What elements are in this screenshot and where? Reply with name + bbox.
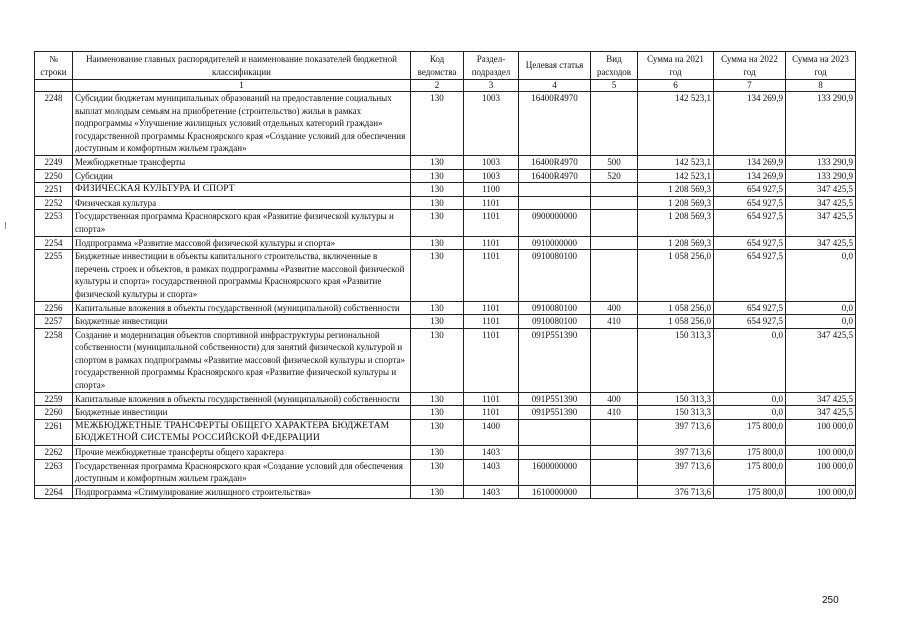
row-sum-2023-cell: 347 425,5 xyxy=(786,210,856,236)
header-sum-2021: Сумма на 2021 год xyxy=(638,52,714,80)
row-dept-cell: 130 xyxy=(411,406,464,420)
row-sum-2022-cell: 654 927,5 xyxy=(714,183,786,197)
row-sum-2023-cell: 100 000,0 xyxy=(786,446,856,460)
column-number-cell: 7 xyxy=(714,80,786,92)
row-sum-2023-cell: 347 425,5 xyxy=(786,392,856,406)
row-sum-2023-cell: 347 425,5 xyxy=(786,183,856,197)
row-dept-cell: 130 xyxy=(411,315,464,329)
row-number-cell: 2260 xyxy=(35,406,73,420)
row-section-cell: 1101 xyxy=(464,210,519,236)
row-number-cell: 2257 xyxy=(35,315,73,329)
row-kind-cell xyxy=(591,183,638,197)
row-number-cell: 2264 xyxy=(35,485,73,499)
table-row xyxy=(35,419,856,445)
row-kind-cell: 410 xyxy=(591,315,638,329)
row-name-cell: Прочие межбюджетные трансферты общего характера xyxy=(73,446,411,460)
row-section-cell: 1403 xyxy=(464,459,519,485)
row-sum-2021-cell: 1 058 256,0 xyxy=(638,250,714,301)
row-section-cell: 1101 xyxy=(464,392,519,406)
row-number-cell: 2254 xyxy=(35,236,73,250)
row-sum-2022-cell: 175 800,0 xyxy=(714,459,786,485)
row-number-cell: 2252 xyxy=(35,196,73,210)
row-sum-2022-cell: 175 800,0 xyxy=(714,419,786,445)
column-number-cell: 8 xyxy=(786,80,856,92)
margin-mark xyxy=(5,222,6,229)
row-target-cell: 16400R4970 xyxy=(519,92,591,156)
row-sum-2022-cell: 175 800,0 xyxy=(714,485,786,499)
row-target-cell: 16400R4970 xyxy=(519,169,591,183)
row-section-cell: 1101 xyxy=(464,301,519,315)
table-row xyxy=(35,406,856,420)
row-kind-cell xyxy=(591,485,638,499)
row-kind-cell xyxy=(591,446,638,460)
row-target-cell xyxy=(519,446,591,460)
column-number-cell: 2 xyxy=(411,80,464,92)
header-section: Раздел-подраздел xyxy=(464,52,519,80)
row-sum-2022-cell: 654 927,5 xyxy=(714,315,786,329)
row-number-cell: 2253 xyxy=(35,210,73,236)
row-sum-2021-cell: 142 523,1 xyxy=(638,169,714,183)
row-sum-2021-cell: 142 523,1 xyxy=(638,92,714,156)
row-name-cell: Капитальные вложения в объекты государственной (муниципальной) собственности xyxy=(73,392,411,406)
column-number-row xyxy=(35,80,856,92)
row-target-cell: 1610000000 xyxy=(519,485,591,499)
row-sum-2023-cell: 0,0 xyxy=(786,315,856,329)
row-target-cell xyxy=(519,196,591,210)
row-target-cell: 0910080100 xyxy=(519,315,591,329)
row-kind-cell xyxy=(591,210,638,236)
row-name-cell: Подпрограмма «Развитие массовой физической культуры и спорта» xyxy=(73,236,411,250)
row-section-cell: 1003 xyxy=(464,92,519,156)
row-number-cell: 2263 xyxy=(35,459,73,485)
row-number-cell: 2256 xyxy=(35,301,73,315)
column-number-cell: 5 xyxy=(591,80,638,92)
row-sum-2022-cell: 0,0 xyxy=(714,392,786,406)
table-row xyxy=(35,250,856,301)
row-sum-2021-cell: 1 058 256,0 xyxy=(638,301,714,315)
row-section-cell: 1403 xyxy=(464,485,519,499)
row-target-cell: 16400R4970 xyxy=(519,155,591,169)
table-body xyxy=(35,92,856,499)
table-row xyxy=(35,301,856,315)
row-kind-cell: 400 xyxy=(591,301,638,315)
table-row xyxy=(35,210,856,236)
table-row xyxy=(35,92,856,156)
row-sum-2022-cell: 0,0 xyxy=(714,328,786,392)
row-number-cell: 2248 xyxy=(35,92,73,156)
budget-table xyxy=(34,51,856,499)
row-section-cell: 1101 xyxy=(464,196,519,210)
row-sum-2022-cell: 175 800,0 xyxy=(714,446,786,460)
row-name-cell: МЕЖБЮДЖЕТНЫЕ ТРАНСФЕРТЫ ОБЩЕГО ХАРАКТЕРА БЮДЖЕТАМ БЮДЖЕТНОЙ СИСТЕМЫ РОССИЙСКОЙ ФЕДЕРАЦИИ xyxy=(73,419,411,445)
table-row xyxy=(35,328,856,392)
row-kind-cell xyxy=(591,92,638,156)
row-dept-cell: 130 xyxy=(411,183,464,197)
row-sum-2023-cell: 133 290,9 xyxy=(786,155,856,169)
row-dept-cell: 130 xyxy=(411,328,464,392)
row-dept-cell: 130 xyxy=(411,236,464,250)
row-sum-2022-cell: 654 927,5 xyxy=(714,236,786,250)
row-sum-2023-cell: 347 425,5 xyxy=(786,196,856,210)
table-header xyxy=(35,52,856,92)
row-kind-cell: 410 xyxy=(591,406,638,420)
row-sum-2021-cell: 150 313,3 xyxy=(638,392,714,406)
row-dept-cell: 130 xyxy=(411,485,464,499)
row-sum-2021-cell: 1 208 569,3 xyxy=(638,210,714,236)
column-number-cell: 4 xyxy=(519,80,591,92)
row-sum-2021-cell: 397 713,6 xyxy=(638,459,714,485)
row-number-cell: 2249 xyxy=(35,155,73,169)
row-dept-cell: 130 xyxy=(411,419,464,445)
row-name-cell: Создание и модернизация объектов спортивной инфраструктуры региональной собственности (муниципальной собственности) для занятий физической культурой и спортом в рамках подпрограммы «Развитие массовой физической культуры и спорта» государственной программы Красноярского края «Развитие физической культуры и спорта» xyxy=(73,328,411,392)
row-sum-2022-cell: 134 269,9 xyxy=(714,92,786,156)
row-target-cell: 0910080100 xyxy=(519,301,591,315)
column-number-cell: 3 xyxy=(464,80,519,92)
table-row xyxy=(35,315,856,329)
row-kind-cell: 520 xyxy=(591,169,638,183)
row-number-cell: 2262 xyxy=(35,446,73,460)
row-number-cell: 2258 xyxy=(35,328,73,392)
row-name-cell: Субсидии бюджетам муниципальных образований на предоставление социальных выплат молодым семьям на приобретение (строительство) жилья в рамках подпрограммы «Улучшение жилищных условий отдельных категорий граждан» государственной программы Красноярского края «Создание условий для обеспечения доступным и комфортным жильем граждан» xyxy=(73,92,411,156)
header-sum-2022: Сумма на 2022 год xyxy=(714,52,786,80)
column-number-cell: 6 xyxy=(638,80,714,92)
row-section-cell: 1101 xyxy=(464,406,519,420)
row-target-cell: 091P551390 xyxy=(519,406,591,420)
row-section-cell: 1100 xyxy=(464,183,519,197)
row-sum-2023-cell: 347 425,5 xyxy=(786,328,856,392)
header-dept: Код ведомства xyxy=(411,52,464,80)
row-dept-cell: 130 xyxy=(411,155,464,169)
row-sum-2023-cell: 347 425,5 xyxy=(786,236,856,250)
row-name-cell: Субсидии xyxy=(73,169,411,183)
table-row xyxy=(35,392,856,406)
row-section-cell: 1400 xyxy=(464,419,519,445)
row-kind-cell xyxy=(591,459,638,485)
row-kind-cell xyxy=(591,250,638,301)
row-number-cell: 2250 xyxy=(35,169,73,183)
row-sum-2022-cell: 134 269,9 xyxy=(714,169,786,183)
row-name-cell: Физическая культура xyxy=(73,196,411,210)
row-section-cell: 1003 xyxy=(464,155,519,169)
row-kind-cell xyxy=(591,196,638,210)
row-name-cell: Межбюджетные трансферты xyxy=(73,155,411,169)
row-target-cell: 091P551390 xyxy=(519,392,591,406)
row-dept-cell: 130 xyxy=(411,301,464,315)
row-sum-2021-cell: 150 313,3 xyxy=(638,328,714,392)
table-row xyxy=(35,459,856,485)
header-target: Целевая статья xyxy=(519,52,591,80)
row-kind-cell: 500 xyxy=(591,155,638,169)
row-target-cell: 0910080100 xyxy=(519,250,591,301)
row-section-cell: 1003 xyxy=(464,169,519,183)
row-target-cell xyxy=(519,183,591,197)
row-sum-2023-cell: 347 425,5 xyxy=(786,406,856,420)
row-sum-2021-cell: 397 713,6 xyxy=(638,419,714,445)
row-sum-2021-cell: 1 208 569,3 xyxy=(638,236,714,250)
row-number-cell: 2255 xyxy=(35,250,73,301)
row-sum-2022-cell: 654 927,5 xyxy=(714,210,786,236)
row-name-cell: Подпрограмма «Стимулирование жилищного строительства» xyxy=(73,485,411,499)
row-target-cell: 1600000000 xyxy=(519,459,591,485)
table-row xyxy=(35,485,856,499)
row-sum-2022-cell: 134 269,9 xyxy=(714,155,786,169)
header-kind: Вид расходов xyxy=(591,52,638,80)
page-number: 250 xyxy=(822,595,839,606)
row-kind-cell xyxy=(591,419,638,445)
row-name-cell: Капитальные вложения в объекты государственной (муниципальной) собственности xyxy=(73,301,411,315)
header-sum-2023: Сумма на 2023 год xyxy=(786,52,856,80)
row-dept-cell: 130 xyxy=(411,169,464,183)
header-name: Наименование главных распорядителей и наименование показателей бюджетной классификации xyxy=(73,52,411,80)
row-sum-2021-cell: 376 713,6 xyxy=(638,485,714,499)
row-sum-2022-cell: 654 927,5 xyxy=(714,250,786,301)
row-sum-2023-cell: 100 000,0 xyxy=(786,459,856,485)
row-sum-2021-cell: 150 313,3 xyxy=(638,406,714,420)
row-kind-cell xyxy=(591,236,638,250)
row-dept-cell: 130 xyxy=(411,92,464,156)
row-sum-2022-cell: 654 927,5 xyxy=(714,196,786,210)
row-dept-cell: 130 xyxy=(411,210,464,236)
row-kind-cell: 400 xyxy=(591,392,638,406)
row-sum-2021-cell: 1 208 569,3 xyxy=(638,183,714,197)
row-kind-cell xyxy=(591,328,638,392)
row-name-cell: Бюджетные инвестиции в объекты капитального строительства, включенные в перечень строек и объектов, в рамках подпрограммы «Развитие массовой физической культуры и спорта» государственной программы Красноярского края «Развитие физической культуры и спорта» xyxy=(73,250,411,301)
row-name-cell: Бюджетные инвестиции xyxy=(73,315,411,329)
row-sum-2023-cell: 133 290,9 xyxy=(786,92,856,156)
table-row xyxy=(35,236,856,250)
row-section-cell: 1101 xyxy=(464,250,519,301)
row-dept-cell: 130 xyxy=(411,446,464,460)
row-sum-2021-cell: 397 713,6 xyxy=(638,446,714,460)
row-sum-2023-cell: 100 000,0 xyxy=(786,419,856,445)
row-target-cell: 0900000000 xyxy=(519,210,591,236)
header-row-no: № строки xyxy=(35,52,73,80)
row-name-cell: Государственная программа Красноярского края «Развитие физической культуры и спорта» xyxy=(73,210,411,236)
row-section-cell: 1101 xyxy=(464,328,519,392)
column-number-cell xyxy=(35,80,73,92)
row-number-cell: 2259 xyxy=(35,392,73,406)
row-dept-cell: 130 xyxy=(411,250,464,301)
row-sum-2022-cell: 0,0 xyxy=(714,406,786,420)
table-row xyxy=(35,183,856,197)
row-sum-2023-cell: 0,0 xyxy=(786,250,856,301)
row-dept-cell: 130 xyxy=(411,392,464,406)
row-name-cell: ФИЗИЧЕСКАЯ КУЛЬТУРА И СПОРТ xyxy=(73,183,411,197)
table-row xyxy=(35,155,856,169)
column-number-cell: 1 xyxy=(73,80,411,92)
row-dept-cell: 130 xyxy=(411,459,464,485)
table-row xyxy=(35,169,856,183)
row-sum-2022-cell: 654 927,5 xyxy=(714,301,786,315)
row-dept-cell: 130 xyxy=(411,196,464,210)
row-sum-2023-cell: 0,0 xyxy=(786,301,856,315)
row-section-cell: 1101 xyxy=(464,236,519,250)
row-sum-2021-cell: 1 208 569,3 xyxy=(638,196,714,210)
row-number-cell: 2251 xyxy=(35,183,73,197)
row-target-cell: 0910000000 xyxy=(519,236,591,250)
row-sum-2023-cell: 100 000,0 xyxy=(786,485,856,499)
row-name-cell: Бюджетные инвестиции xyxy=(73,406,411,420)
table-row xyxy=(35,446,856,460)
row-name-cell: Государственная программа Красноярского края «Создание условий для обеспечения доступным и комфортным жильем граждан» xyxy=(73,459,411,485)
row-sum-2023-cell: 133 290,9 xyxy=(786,169,856,183)
row-number-cell: 2261 xyxy=(35,419,73,445)
row-section-cell: 1101 xyxy=(464,315,519,329)
row-target-cell xyxy=(519,419,591,445)
row-sum-2021-cell: 1 058 256,0 xyxy=(638,315,714,329)
row-target-cell: 091P551390 xyxy=(519,328,591,392)
table-row xyxy=(35,196,856,210)
row-section-cell: 1403 xyxy=(464,446,519,460)
row-sum-2021-cell: 142 523,1 xyxy=(638,155,714,169)
budget-table-sheet xyxy=(34,51,855,499)
